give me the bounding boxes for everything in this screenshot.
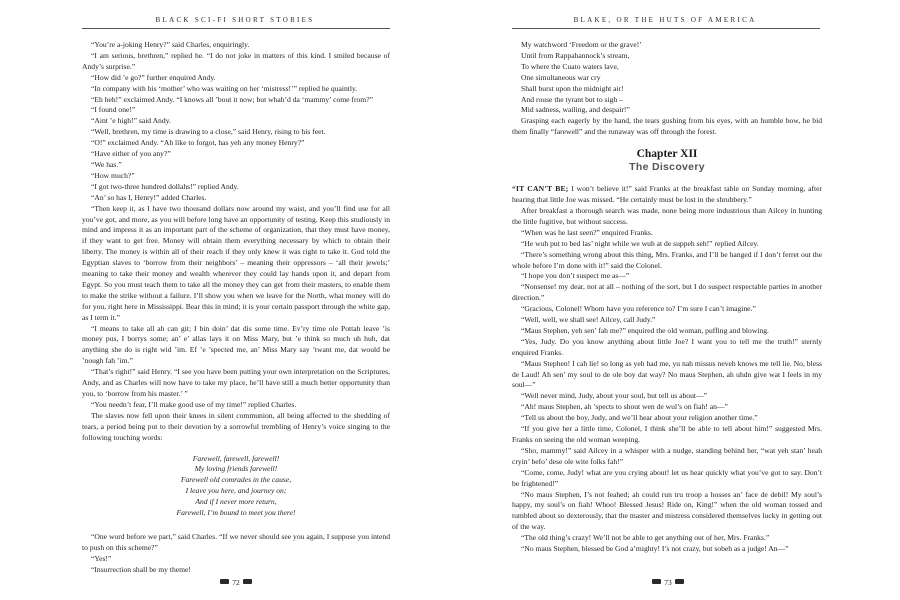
chapter-opening-paragraph: [512, 184, 822, 206]
verse-line: And rouse the tyrant but to sigh –: [521, 94, 623, 104]
paragraph: “Gracious, Colonel! Whom have you reference to? I’m sure I can’t imagine.”: [521, 304, 756, 314]
chapter-opening-text: I won’t believe it!” said Franks at the breakfast table on Sunday morning, after hearing that little Joe was missed. “He certainly must be lost in the shrubbery.”: [512, 184, 822, 205]
verse-line: Until from Rappahannock’s stream,: [521, 50, 630, 60]
right-page: [450, 0, 900, 600]
verse-line: Farewell, farewell, farewell!: [192, 453, 280, 463]
left-head-rule: [82, 28, 390, 29]
paragraph: “Well, brethren, my time is drawing to a close,” said Henry, rising to his feet.: [91, 127, 326, 137]
verse-line: My loving friends farewell!: [194, 464, 278, 474]
paragraph: “I means to take all ah can git; I bin doin’ dat dis some time. Ev’ry time ole Pottah leave ’is money pus, I borrys some; an’ e’ allas lays it on Miss Mary, but ’e think so much uh huh, dat anything she do is right wid ’im. Ef ’e ’spected me, an’ Miss Mary say ’twant me, dat would be ’nough fah ’im.”: [82, 323, 390, 366]
paragraph: “Nonsense! my dear, not at all – nothing of the sort, but I do suspect respectable parties in another direction.”: [512, 282, 822, 303]
paragraph: “One word before we part,” said Charles. “If we never should see you again, I suppose you intend to push on this scheme?”: [82, 531, 390, 552]
paragraph: “No maus Stephen, blessed be God a’mighty! I’s not crazy, but sobeh as a judge! An—”: [521, 544, 789, 554]
paragraph: “I hope you don’t suspect me as—”: [521, 271, 630, 281]
paragraph: “Well never mind, Judy, about your soul, but tell us about—”: [521, 391, 707, 401]
paragraph: “How much?”: [91, 170, 135, 180]
left-paragraphs-before-verse: [82, 40, 390, 444]
paragraph: “Then keep it, as I have two thousand dollars now around my waist, and you’ll find use for all you’ve got, and more, as you will before long have an opportunity of testing. Keep this studiously in mind and impress it as an important part of the scheme of organization, that they must have money, if they want to get free. Money will obtain them everything necessary by which to obtain their liberty. The money is within all of their reach if they only knew it was right to take it. God told the Egyptian slaves to ‘borrow from their neighbors’ – meaning their oppressors – ‘all their jewels;’ meaning to take their money and wealth wherever they could lay hands upon it, and depart from Egypt. So you must teach them to take all the money they can get from their masters, to enable them to make the strike without a failure. I’ll show you when we leave for the North, what money will do for you, right here in Mississippi. Bear this in mind; it is your certain passport through the white gap, as I term it.”: [82, 203, 390, 322]
paragraph: “Maus Stephen, yeh sen’ fah me?” enquired the old woman, puffing and blowing.: [521, 325, 769, 335]
verse-line: Shall burst upon the midnight air!: [521, 83, 624, 93]
paragraph: “Insurrection shall be my theme!: [91, 564, 191, 574]
paragraph: “How did ’e go?” further enquired Andy.: [91, 72, 216, 82]
right-running-head: BLAKE, OR THE HUTS OF AMERICA: [573, 16, 757, 24]
verse-line: Mid sadness, wailing, and despair!”: [521, 105, 630, 115]
folio-ornament-left-icon: [220, 579, 229, 584]
paragraph: “I found one!”: [91, 105, 136, 115]
verse-line: To where the Cuato waters lave,: [521, 61, 619, 71]
verse-line: I leave you here, and journey on;: [185, 486, 287, 496]
paragraph: After breakfast a thorough search was made, none being more industrious than Ailcey in hunting the little fugitive, but without success.: [512, 205, 822, 226]
paragraph: “Come, come, Judy! what are you crying about! let us hear quickly what you’ve got to say. Don’t be frightened!”: [512, 467, 822, 488]
paragraph: “Have either of you any?”: [91, 149, 171, 159]
verse-line: One simultaneous war cry: [521, 72, 601, 82]
chapter-number: Chapter XII: [636, 148, 698, 161]
paragraph: “Maus Stephen! I cah lie! so long as yeh had me, yu nah missus neveh knows me tell lie. No, bless de Laud! Ah sen’ my soul to de ole boy dat way? No maus Stephen, ah uhdn give wat I feels in my soul—”: [512, 358, 822, 390]
paragraph: “You’re a-joking Henry?” said Charles, enquiringly.: [91, 40, 250, 49]
paragraph: “I am serious, brethren,” replied he. “I do not joke in matters of this kind. I smiled because of Andy’s surprise.”: [82, 50, 390, 71]
paragraph: “We has.”: [91, 159, 122, 169]
paragraph: “An’ so has I, Henry!” added Charles.: [91, 192, 207, 202]
chapter-lead-in: “IT CAN’T BE;: [512, 184, 569, 194]
paragraph: “Yes!”: [91, 553, 112, 563]
right-page-number: 73: [664, 578, 672, 587]
paragraph: “Yes, Judy. Do you know anything about little Joe? I want you to tell me the truth!” sternly enquired Franks.: [512, 336, 822, 357]
paragraph: The slaves now fell upon their knees in silent communion, all being affected to the shedding of tears, a period being put to their devotion by a sorrowful trembling of Henry’s voice singing to the following touching words:: [82, 410, 390, 442]
verse-line: And if I never more return,: [195, 497, 277, 507]
paragraph: “Eh heh!” exclaimed Andy. “I knows all ’bout it now; but whah’d da ‘mammy’ come from?”: [91, 94, 373, 104]
paragraph: “You needn’t fear, I’ll make good use of my time!” replied Charles.: [91, 399, 297, 409]
left-folio: [216, 578, 256, 588]
verse-line: Farewell, I’m bound to meet you there!: [176, 508, 296, 518]
paragraph: “That’s right!” said Henry. “I see you have been putting your own interpretation on the Scriptures, Andy, and as Charles will now have to take my place, he’ll have still a much better opportunity than you, to ‘borrow from his master.’ ”: [82, 367, 390, 398]
paragraph: “When was he last seen?” enquired Franks.: [521, 227, 653, 237]
paragraph: “He wuh put to bed las’ night while we wuh at de suppeh seh!” replied Ailcey.: [521, 238, 759, 248]
paragraph: “Ah! maus Stephen, ah ’spects to shout wen de wul’s on fiah! an—”: [521, 402, 728, 412]
left-page-number: 72: [232, 578, 240, 587]
right-head-rule: [512, 28, 820, 29]
paragraph: “Well, well, we shall see! Ailcey, call Judy.”: [521, 315, 656, 325]
paragraph: “There’s something wrong about this thing, Mrs. Franks, and I’ll be hanged if I don’t ferret out the whole before I’m done with it!” said the Colonel.: [512, 249, 822, 270]
chapter-title: The Discovery: [629, 161, 705, 174]
right-paragraphs: [512, 206, 822, 555]
left-page-body: [82, 40, 390, 576]
paragraph: “I got two-three hundred dollahs!” replied Andy.: [91, 181, 239, 191]
paragraph: “Tell us about the boy, Judy, and we’ll hear about your religion another time.”: [521, 413, 758, 423]
verse-line: Farewell old comrades in the cause,: [180, 475, 292, 485]
folio-ornament-right-icon: [243, 579, 252, 584]
paragraph: “The old thing’s crazy! We’ll not be able to get anything out of her, Mrs. Franks.”: [521, 533, 770, 543]
paragraph: “No maus Stephen, I’s not feahed; ah could run tru troop a hosses an’ face de debil! My soul’s happy, my soul’s on fiah! Whoo! Blessed Jesus! Ride on, King!” when the old woman tossed and tumbled about so dexterously, that the master and mistress considered themselves lucky in getting out of the way.: [512, 489, 822, 532]
right-page-body: [512, 40, 822, 555]
left-running-head: BLACK SCI-FI SHORT STORIES: [155, 16, 315, 24]
verse-line: My watchword ‘Freedom or the grave!’: [521, 40, 642, 49]
paragraph: “Sho, mammy!” said Ailcey in a whisper with a nudge, standing behind her, “wat yeh stan’ heah cryin’ befo’ dese ole wite folks fah!”: [512, 445, 822, 466]
left-farewell-verse: [82, 454, 390, 519]
paragraph: “O!” exclaimed Andy. “Ah like to forgot, has yeh any money Henry?”: [91, 138, 305, 148]
paragraph: “Aint ’e high!” said Andy.: [91, 116, 171, 126]
right-folio: [648, 578, 688, 588]
paragraph: “If you give her a little time, Colonel, I think she’ll be able to tell about him!” suggested Mrs. Franks on seeing the old woman weeping.: [512, 424, 822, 444]
paragraph: “In company with his ‘mother’ who was waiting on her ‘mistress!’” replied he quaintly.: [91, 83, 358, 93]
chapter-heading: [512, 147, 822, 174]
right-watchword-verse: [521, 40, 822, 116]
left-paragraphs-after-verse: [82, 532, 390, 576]
folio-ornament-left-icon: [652, 579, 661, 584]
folio-ornament-right-icon: [675, 579, 684, 584]
closing-paragraph: Grasping each eagerly by the hand, the tears gushing from his eyes, with an humble bow, he bid them finally “farewell” and the runaway was off through the forest.: [512, 116, 822, 137]
